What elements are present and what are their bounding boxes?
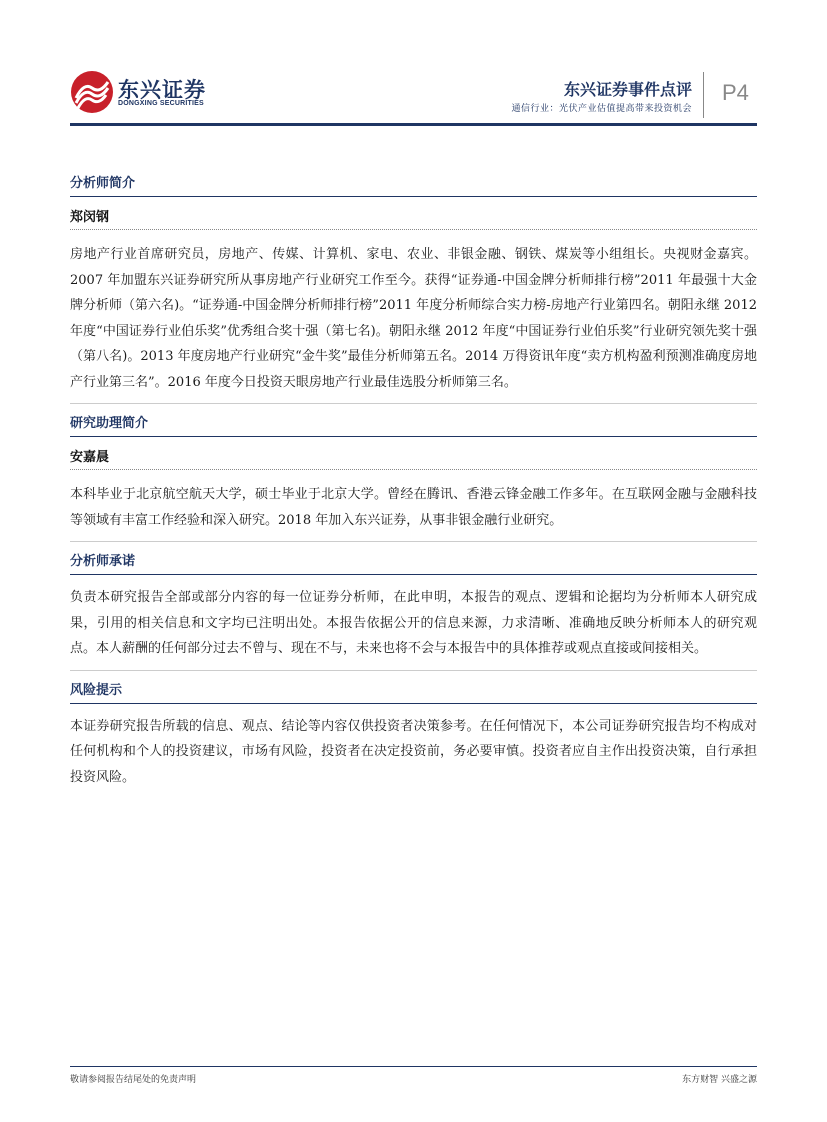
footer-slogan: 东方财智 兴盛之源	[682, 1075, 757, 1085]
commitment-section	[70, 550, 757, 671]
risk-text: 本证券研究报告所载的信息、观点、结论等内容仅供投资者决策参考。在任何情况下，本公司证券研究报告均不构成对任何机构和个人的投资建议，市场有风险，投资者在决定投资前，务必要审慎。投资者应自主作出投资决策，自行承担投资风险。	[70, 718, 757, 785]
analyst-name: 郑闵钢	[70, 207, 757, 230]
commitment-text: 负责本研究报告全部或部分内容的每一位证券分析师，在此申明，本报告的观点、逻辑和论据均为分析师本人研究成果，引用的相关信息和文字均已注明出处。本报告依据公开的信息来源，力求清晰、准确地反映分析师本人的研究观点。本人薪酬的任何部分过去不曾与、现在不与，未来也将不会与本报告中的具体推荐或观点直接或间接相关。	[70, 585, 757, 671]
logo-subtext: DONGXING SECURITIES	[118, 100, 204, 107]
page-number: P4	[722, 80, 749, 105]
assistant-bio: 本科毕业于北京航空航天大学，硕士毕业于北京大学。曾经在腾讯、香港云锋金融工作多年。在互联网金融与金融科技等领域有丰富工作经验和深入研究。2018 年加入东兴证券，从事非银金融行业研究。	[70, 482, 757, 542]
section-heading: 风险提示	[70, 679, 757, 704]
assistant-section	[70, 412, 757, 542]
section-heading: 研究助理简介	[70, 412, 757, 437]
section-heading: 分析师简介	[70, 172, 757, 197]
section-heading: 分析师承诺	[70, 550, 757, 575]
analyst-bio: 房地产行业首席研究员，房地产、传媒、计算机、家电、农业、非银金融、钢铁、煤炭等小组组长。央视财金嘉宾。2007 年加盟东兴证券研究所从事房地产行业研究工作至今。获得“证券通-中国金牌分析师排行榜”2011 年最强十大金牌分析师（第六名)。“证券通-中国金牌分析师排行榜”2011 年度分析师综合实力榜-房地产行业第四名。朝阳永继 2012 年度“中国证券行业伯乐奖”优秀组合奖十强（第七名)。朝阳永继 2012 年度“中国证券行业伯乐奖”行业研究领先奖十强（第八名)。2013 年度房地产行业研究“金牛奖”最佳分析师第五名。2014 万得资讯年度“卖方机构盈利预测准确度房地产行业第三名”。2016 年度今日投资天眼房地产行业最佳选股分析师第三名。	[70, 242, 757, 404]
page-header	[0, 0, 827, 130]
page-content	[70, 172, 757, 806]
dongxing-logo-icon	[70, 70, 114, 114]
footer-rule	[70, 1066, 757, 1067]
risk-section	[70, 679, 757, 799]
header-rule	[70, 123, 757, 126]
logo-text: 东兴证券	[118, 78, 206, 102]
assistant-name: 安嘉晨	[70, 447, 757, 470]
analyst-section	[70, 172, 757, 404]
header-divider	[703, 72, 704, 118]
report-series-title: 东兴证券事件点评	[563, 80, 692, 99]
report-subtitle: 通信行业：光伏产业估值提高带来投资机会	[511, 104, 692, 114]
footer-disclaimer-note: 敬请参阅报告结尾处的免责声明	[70, 1075, 197, 1085]
